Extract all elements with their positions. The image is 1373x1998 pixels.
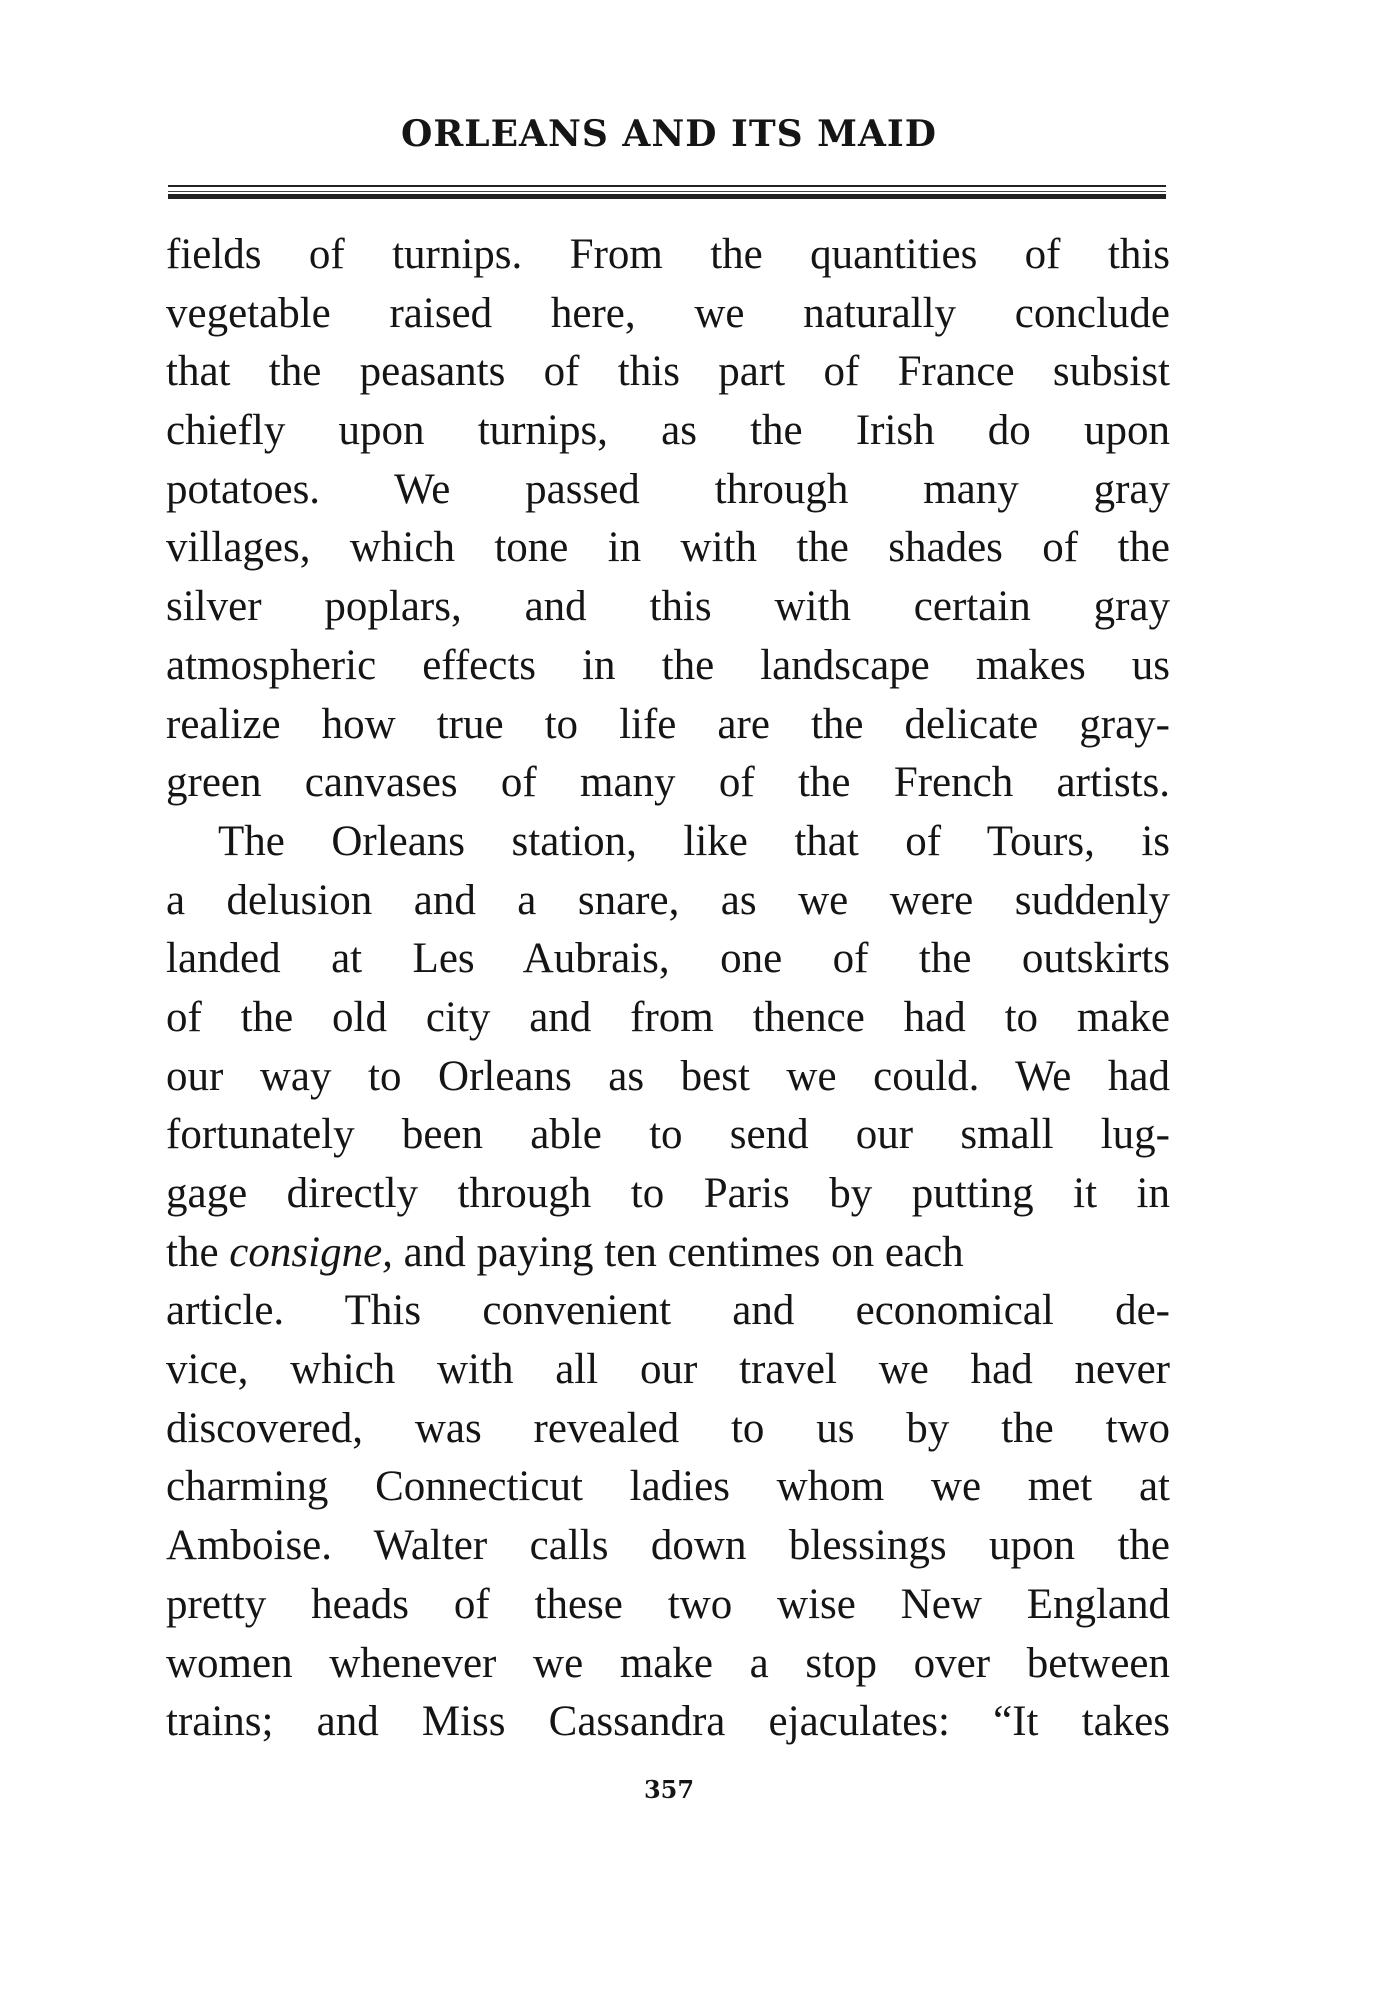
italic-word: consigne,: [229, 1228, 393, 1276]
text-line: a delusion and a snare, as we were suddenly: [166, 876, 1170, 924]
text-line: realize how true to life are the delicate gray-: [166, 700, 1170, 748]
text-line: our way to Orleans as best we could. We had: [166, 1052, 1170, 1100]
text-line: atmospheric effects in the landscape makes us: [166, 641, 1170, 689]
text-line: potatoes. We passed through many gray: [166, 465, 1170, 513]
text-line: fields of turnips. From the quantities of this: [166, 231, 1170, 278]
line-segment: the: [166, 1228, 230, 1276]
running-head: ORLEANS AND ITS MAID: [401, 113, 937, 155]
text-line: villages, which tone in with the shades of the: [166, 524, 1170, 572]
text-line: Amboise. Walter calls down blessings upon the: [166, 1522, 1170, 1570]
paragraph-first-line: The Orleans station, like that of Tours, is: [218, 817, 1170, 865]
text-line: vegetable raised here, we naturally conclude: [166, 289, 1170, 337]
text-line: that the peasants of this part of France subsist: [166, 348, 1170, 396]
text-line: article. This convenient and economical de-: [166, 1287, 1170, 1335]
body-text: [166, 226, 1170, 1752]
text-line: fortunately been able to send our small lug-: [166, 1111, 1170, 1159]
text-line: vice, which with all our travel we had never: [166, 1346, 1170, 1394]
text-line-with-italic: [166, 1224, 1170, 1283]
text-line: gage directly through to Paris by putting it in: [166, 1170, 1170, 1217]
text-line: silver poplars, and this with certain gray: [166, 583, 1170, 631]
page-number: 357: [643, 1775, 695, 1804]
line-segment: and paying ten centimes on each: [392, 1228, 964, 1276]
text-line: trains; and Miss Cassandra ejaculates: “It takes: [166, 1698, 1170, 1746]
text-line: landed at Les Aubrais, one of the outskirts: [166, 935, 1170, 983]
text-line: women whenever we make a stop over between: [166, 1639, 1170, 1687]
text-line: chiefly upon turnips, as the Irish do upon: [166, 407, 1170, 455]
text-line: discovered, was revealed to us by the two: [166, 1404, 1170, 1452]
header-rule: [168, 185, 1166, 199]
text-line: charming Connecticut ladies whom we met at: [166, 1463, 1170, 1511]
text-line: green canvases of many of the French artists.: [166, 759, 1170, 807]
text-line: of the old city and from thence had to make: [166, 993, 1170, 1041]
text-line: pretty heads of these two wise New England: [166, 1580, 1170, 1628]
